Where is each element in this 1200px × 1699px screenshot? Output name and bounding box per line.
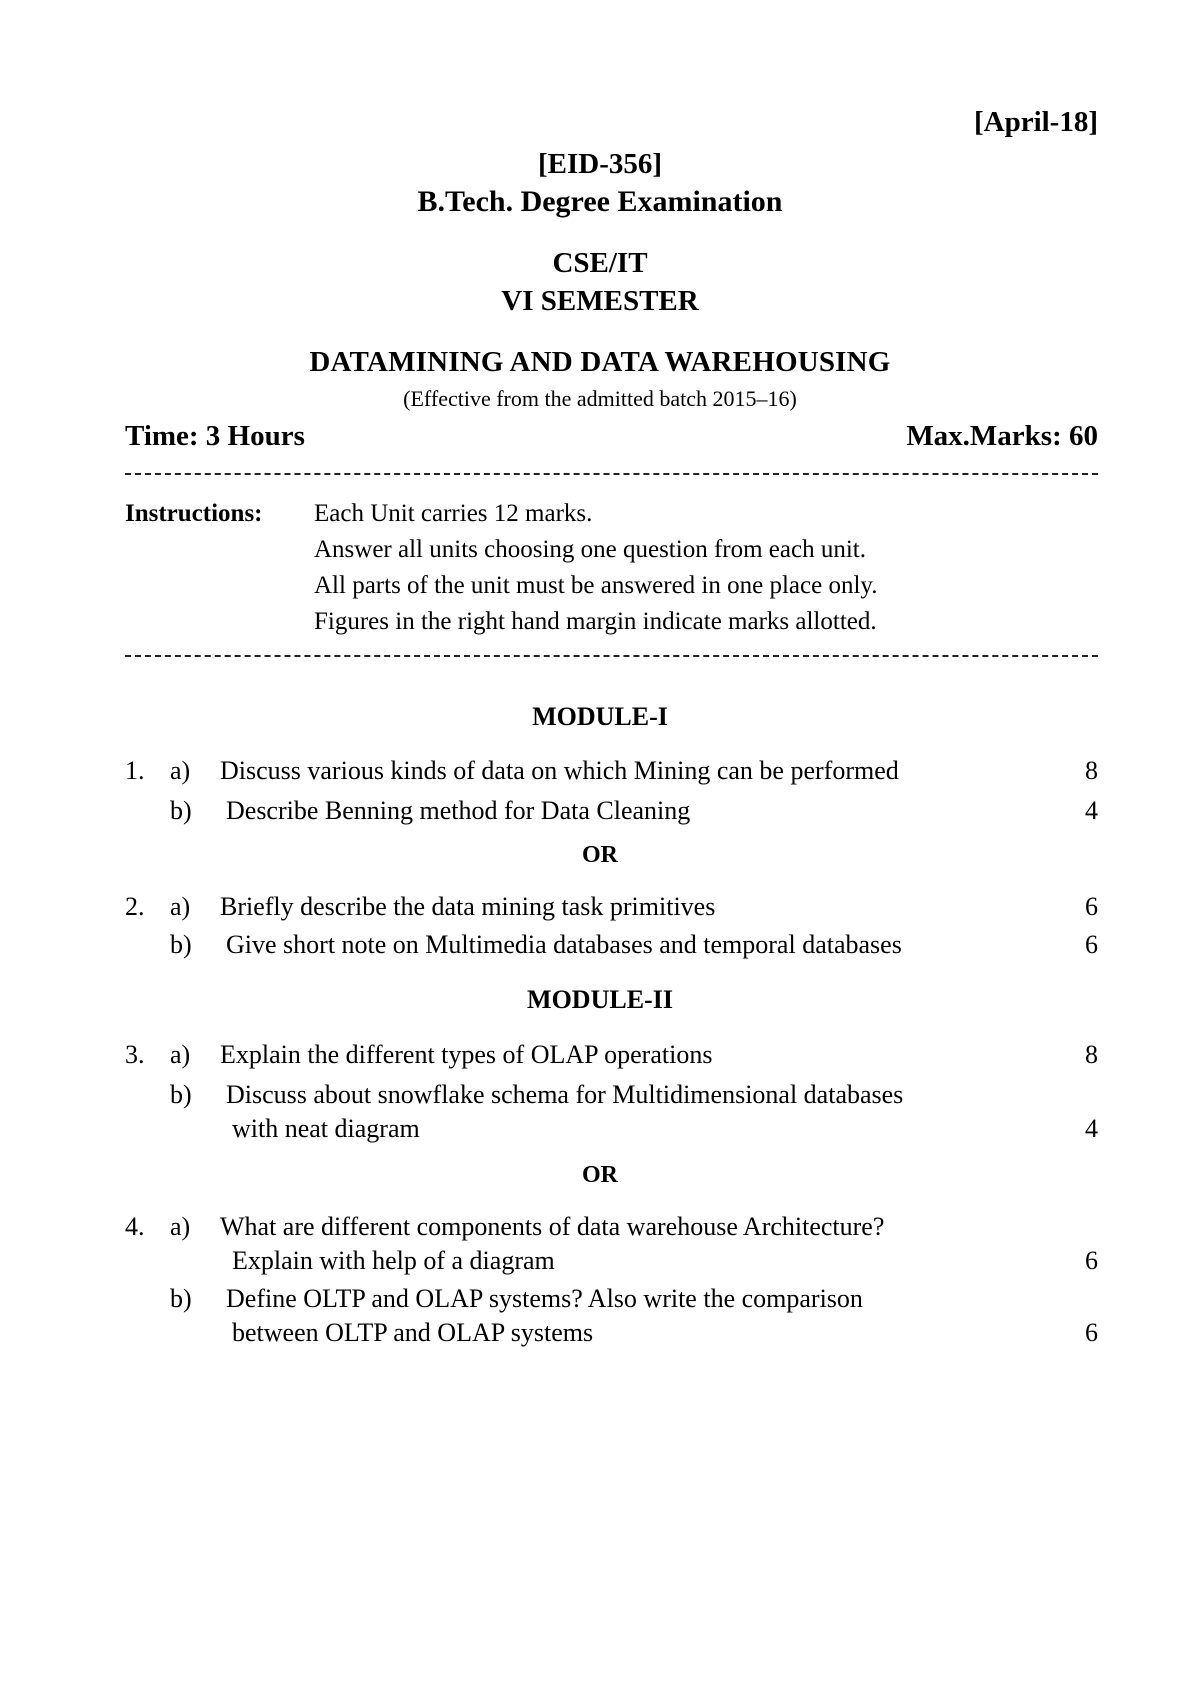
question-number: 4.: [125, 1212, 145, 1241]
instruction-line: All parts of the unit must be answered in one place only.: [314, 572, 878, 599]
question-marks: 4: [1085, 1114, 1098, 1143]
question-part-label: b): [170, 1080, 192, 1109]
semester: VI SEMESTER: [501, 285, 699, 317]
divider-top: [125, 473, 1098, 475]
question-marks: 8: [1085, 1040, 1098, 1069]
question-text: between OLTP and OLAP systems: [232, 1318, 594, 1347]
question-part-label: a): [170, 1040, 191, 1069]
question-part-label: a): [170, 892, 191, 921]
or-separator: OR: [582, 842, 618, 868]
question-part-label: b): [170, 796, 192, 825]
paper-code: [EID-356]: [537, 148, 663, 180]
question-part-label: a): [170, 756, 191, 785]
effective-note: (Effective from the admitted batch 2015–16): [403, 386, 797, 411]
question-number: 2.: [125, 892, 145, 921]
question-text: Briefly describe the data mining task primitives: [220, 892, 716, 921]
question-text: Define OLTP and OLAP systems? Also write the comparison: [226, 1284, 863, 1313]
exam-title: B.Tech. Degree Examination: [417, 185, 783, 218]
question-text: Explain with help of a diagram: [232, 1246, 555, 1275]
question-marks: 8: [1085, 756, 1098, 785]
instruction-line: Figures in the right hand margin indicate marks allotted.: [314, 608, 877, 635]
module-title: MODULE-II: [527, 985, 673, 1014]
question-marks: 4: [1085, 796, 1098, 825]
divider-bottom: [125, 655, 1098, 657]
question-part-label: b): [170, 930, 192, 959]
exam-date: [April-18]: [973, 106, 1098, 138]
question-text: Explain the different types of OLAP operations: [220, 1040, 713, 1069]
question-part-label: a): [170, 1212, 191, 1241]
question-marks: 6: [1085, 1318, 1098, 1347]
question-number: 1.: [125, 756, 145, 785]
question-text: What are different components of data warehouse Architecture?: [220, 1212, 885, 1241]
instruction-line: Answer all units choosing one question from each unit.: [314, 536, 866, 563]
max-marks: Max.Marks: 60: [906, 420, 1098, 452]
subject-title: DATAMINING AND DATA WAREHOUSING: [309, 346, 891, 378]
question-marks: 6: [1085, 1246, 1098, 1275]
question-text: Describe Benning method for Data Cleaning: [226, 796, 691, 825]
branch: CSE/IT: [552, 247, 648, 279]
question-text: Discuss about snowflake schema for Multidimensional databases: [226, 1080, 904, 1109]
question-text: Discuss various kinds of data on which Mining can be performed: [220, 756, 899, 785]
question-number: 3.: [125, 1040, 145, 1069]
or-separator: OR: [582, 1162, 618, 1188]
time-allowed: Time: 3 Hours: [125, 420, 305, 452]
question-text: Give short note on Multimedia databases and temporal databases: [226, 930, 902, 959]
question-marks: 6: [1085, 930, 1098, 959]
instructions-label: Instructions:: [125, 500, 263, 527]
module-title: MODULE-I: [532, 702, 668, 731]
question-marks: 6: [1085, 892, 1098, 921]
question-part-label: b): [170, 1284, 192, 1313]
question-text: with neat diagram: [232, 1114, 420, 1143]
instruction-line: Each Unit carries 12 marks.: [314, 500, 593, 527]
